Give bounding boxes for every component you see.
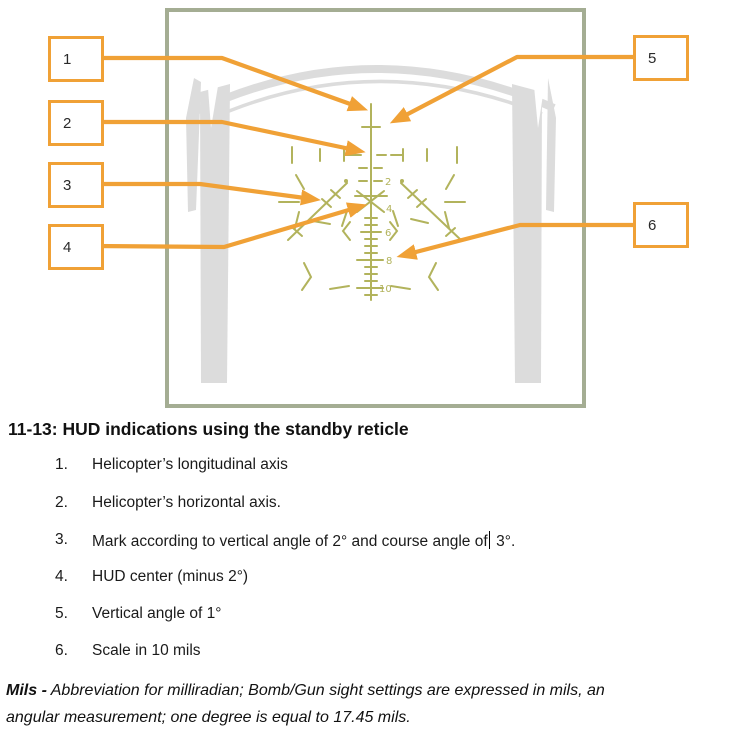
canopy-pillar-left <box>200 84 230 383</box>
callout-box-1 <box>48 36 104 82</box>
canopy-pillar-right <box>512 84 542 383</box>
list-item-text: Vertical angle of 1° <box>92 605 222 622</box>
scale-label-2: 2 <box>385 177 392 188</box>
scale-label-6: 6 <box>385 228 392 239</box>
list-item-5 <box>0 605 737 627</box>
list-item-text-after: 3°. <box>496 533 516 550</box>
callout-box-3 <box>48 162 104 208</box>
callout-label-4: 4 <box>63 238 72 256</box>
scale-label-8: 8 <box>386 256 393 267</box>
list-item-text: Helicopter’s longitudinal axis <box>92 456 288 473</box>
list-item-text: HUD center (minus 2°) <box>92 568 249 585</box>
callout-box-5 <box>633 35 689 81</box>
figure-caption: 11-13: HUD indications using the standby reticle <box>8 419 409 439</box>
footnote-term: Mils - <box>6 682 47 699</box>
footnote-line-2: angular measurement; one degree is equal to 17.45 mils. <box>6 709 411 726</box>
callout-box-4 <box>48 224 104 270</box>
list-item-text <box>92 531 515 551</box>
callout-label-6: 6 <box>648 216 657 234</box>
callout-label-3: 3 <box>63 176 72 194</box>
list-item-number: 3. <box>55 531 68 548</box>
footnote-line-1: Abbreviation for milliradian; Bomb/Gun sight settings are expressed in mils, an <box>50 682 605 699</box>
list-item-number: 4. <box>55 568 68 585</box>
text-cursor <box>489 531 491 549</box>
list-item-6 <box>0 642 737 664</box>
scale-label-10: 10 <box>379 284 392 295</box>
list-item-text: Scale in 10 mils <box>92 642 201 659</box>
list-item-4 <box>0 568 737 590</box>
list-item-text: Helicopter’s horizontal axis. <box>92 494 281 511</box>
list-item-number: 5. <box>55 605 68 622</box>
callout-box-6 <box>633 202 689 248</box>
list-item-number: 1. <box>55 456 68 473</box>
list-item-1 <box>0 456 737 478</box>
callout-label-1: 1 <box>63 50 72 68</box>
scale-label-4: 4 <box>386 204 393 215</box>
callout-label-5: 5 <box>648 49 657 67</box>
list-item-number: 2. <box>55 494 68 511</box>
callout-label-2: 2 <box>63 114 72 132</box>
list-item-2 <box>0 494 737 516</box>
footnote <box>6 677 736 731</box>
list-item-3 <box>0 531 737 553</box>
callout-box-2 <box>48 100 104 146</box>
list-item-text-before: Mark according to vertical angle of 2° and course angle of <box>92 533 488 550</box>
list-item-number: 6. <box>55 642 68 659</box>
